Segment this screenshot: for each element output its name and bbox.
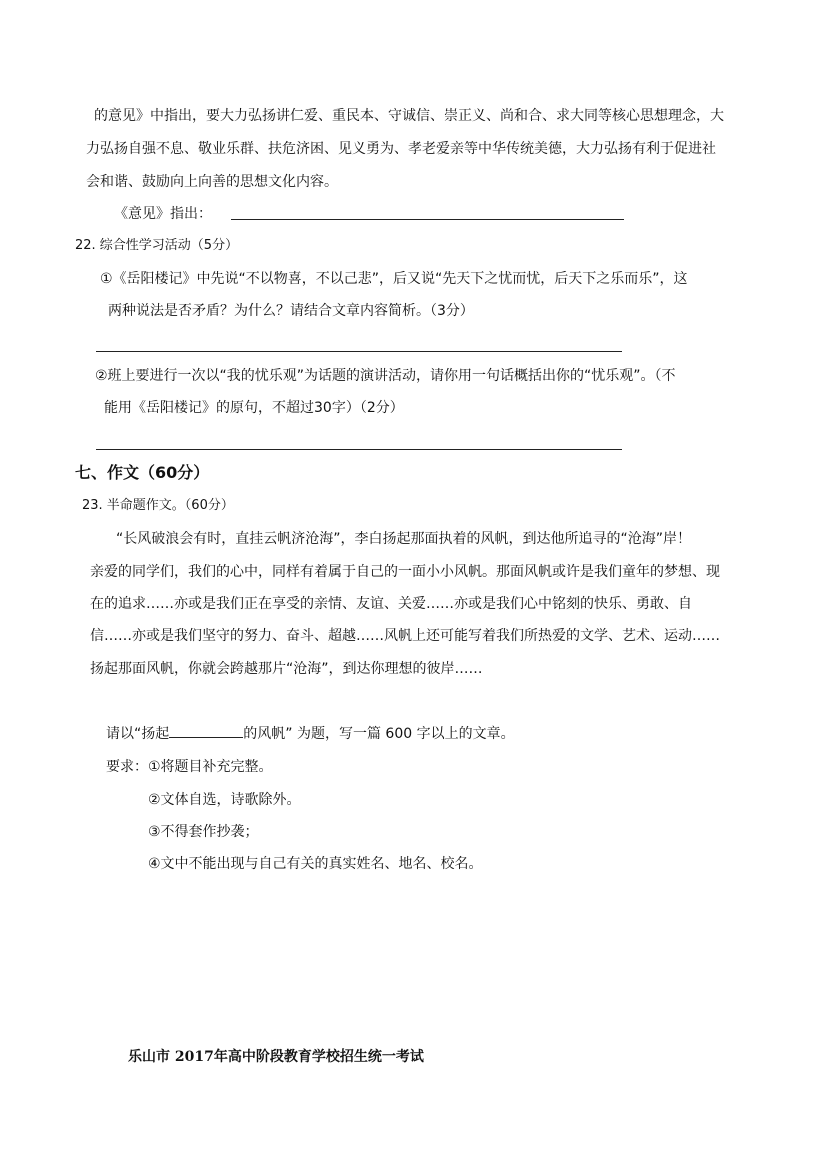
q22-part1-line1: ①《岳阳楼记》中先说“不以物喜，不以己悲”，后又说“先天下之忧而忧，后天下之乐而乐”，这 [100, 271, 688, 287]
essay-prompt [106, 723, 515, 744]
q22-part2-answer-line[interactable] [96, 449, 622, 450]
essay-prompt-after: 的风帆” 为题，写一篇 600 字以上的文章。 [243, 726, 515, 742]
title-blank[interactable] [169, 723, 243, 738]
answer-label: 《意见》指出： [114, 206, 212, 222]
requirement-1: 要求：①将题目补充完整。 [106, 759, 273, 775]
q23-paragraph-line-2: 亲爱的同学们，我们的心中，同样有着属于自己的一面小小风帆。那面风帆或许是我们童年的梦想、现 [90, 564, 720, 580]
q22-title: 22. 综合性学习活动（5分） [75, 238, 239, 253]
intro-line-3: 会和谐、鼓励向上向善的思想文化内容。 [86, 174, 338, 190]
intro-line-2: 力弘扬自强不息、敬业乐群、扶危济困、见义勇为、孝老爱亲等中华传统美德，大力弘扬有利于促进社 [86, 141, 716, 157]
q22-part2-line1: ②班上要进行一次以“我的忧乐观”为话题的演讲活动，请你用一句话概括出你的“忧乐观”。（不 [95, 368, 676, 384]
q23-paragraph-line-1: “长风破浪会有时，直挂云帆济沧海”，李白扬起那面执着的风帆，到达他所追寻的“沧海”岸！ [116, 531, 692, 547]
q23-paragraph-line-5: 扬起那面风帆，你就会跨越那片“沧海”，到达你理想的彼岸…… [90, 661, 483, 677]
q22-part2-line2: 能用《岳阳楼记》的原句，不超过30字）（2分） [104, 400, 404, 416]
requirement-4: ④文中不能出现与自己有关的真实姓名、地名、校名。 [148, 856, 483, 872]
q23-paragraph-line-3: 在的追求……亦或是我们正在享受的亲情、友谊、关爱……亦或是我们心中铭刻的快乐、勇敢、自 [90, 596, 692, 612]
section-title: 七、作文（60分） [75, 463, 210, 482]
intro-line-1: 的意见》中指出，要大力弘扬讲仁爱、重民本、守诚信、崇正义、尚和合、求大同等核心思想理念，大 [94, 108, 724, 124]
q23-title: 23. 半命题作文。（60分） [82, 498, 234, 513]
q23-paragraph-line-4: 信……亦或是我们坚守的努力、奋斗、超越……风帆上还可能写着我们所热爱的文学、艺术、运动…… [90, 628, 720, 644]
essay-prompt-before: 请以“扬起 [106, 726, 170, 742]
q22-part1-answer-line[interactable] [96, 351, 622, 352]
q22-part1-line2: 两种说法是否矛盾？为什么？请结合文章内容简析。（3分） [108, 303, 474, 319]
exam-title: 乐山市 2017年高中阶段教育学校招生统一考试 [128, 1049, 424, 1065]
answer-line[interactable] [231, 219, 624, 220]
requirement-3: ③不得套作抄袭； [148, 824, 259, 840]
requirement-2: ②文体自选，诗歌除外。 [148, 792, 301, 808]
